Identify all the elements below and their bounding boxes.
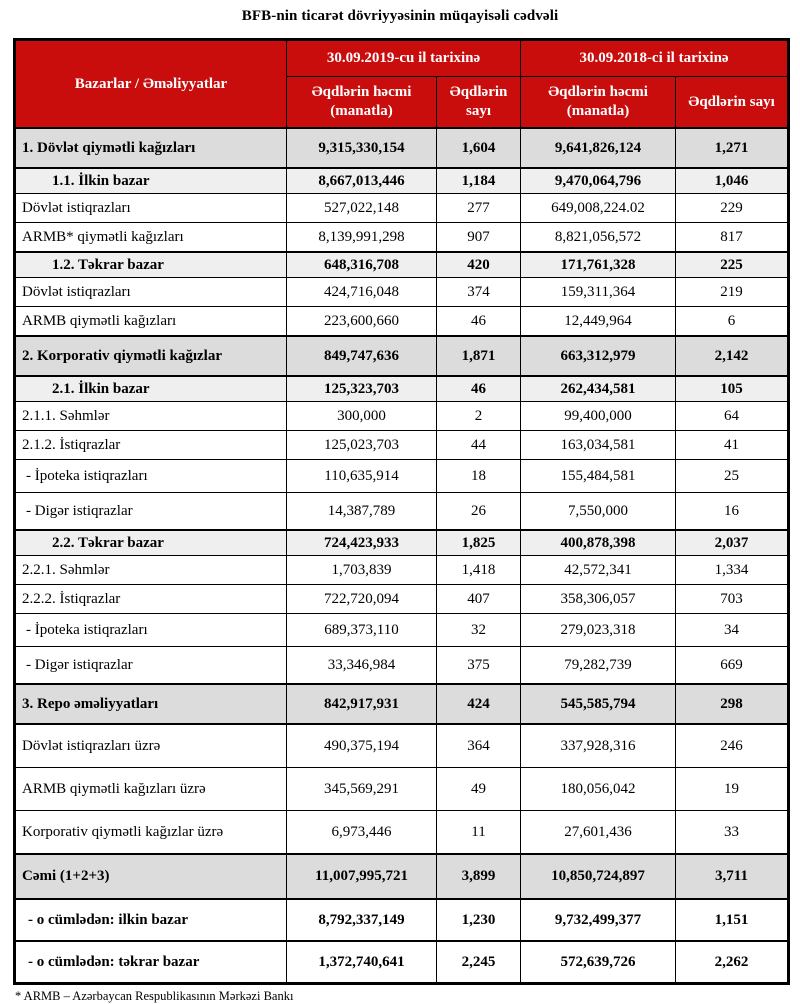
row-label: - Digər istiqrazlar [15,493,287,531]
table-header [15,40,789,129]
page-title: BFB-nin ticarət dövriyyəsinin müqayisəli cədvəli [241,8,559,24]
cell-count-2019: 49 [437,768,521,811]
cell-volume-2018: 155,484,581 [521,460,676,493]
cell-count-2018: 2,142 [676,336,789,376]
row-label: 2.1.1. Səhmlər [15,402,287,431]
cell-count-2019: 2,245 [437,941,521,984]
table-row [15,941,789,984]
cell-count-2018: 246 [676,724,789,768]
cell-volume-2018: 9,641,826,124 [521,128,676,168]
cell-count-2018: 1,271 [676,128,789,168]
cell-volume-2018: 337,928,316 [521,724,676,768]
cell-volume-2018: 572,639,726 [521,941,676,984]
row-label: Korporativ qiymətli kağızlar üzrə [15,811,287,855]
footnote: * ARMB – Azərbaycan Respublikasının Mərkəzi Bankı [15,989,294,1003]
cell-count-2019: 1,230 [437,899,521,941]
cell-count-2018: 1,334 [676,556,789,585]
row-label: 2. Korporativ qiymətli kağızlar [15,336,287,376]
cell-volume-2019: 110,635,914 [287,460,437,493]
row-label: - Digər istiqrazlar [15,647,287,685]
cell-volume-2018: 9,732,499,377 [521,899,676,941]
cell-count-2019: 3,899 [437,854,521,899]
row-label: 2.1.2. İstiqrazlar [15,431,287,460]
cell-volume-2019: 9,315,330,154 [287,128,437,168]
cell-count-2018: 6 [676,307,789,337]
subheader-count-2018: Əqdlərin sayı [676,77,789,129]
table-row [15,556,789,585]
table-row [15,128,789,168]
row-label: 2.2. Təkrar bazar [15,530,287,556]
cell-volume-2019: 849,747,636 [287,336,437,376]
row-label: - o cümlədən: təkrar bazar [15,941,287,984]
table-row [15,899,789,941]
cell-volume-2018: 79,282,739 [521,647,676,685]
cell-volume-2019: 8,139,991,298 [287,223,437,253]
table-row [15,307,789,337]
table-body [15,128,789,984]
table-row [15,223,789,253]
cell-volume-2019: 8,792,337,149 [287,899,437,941]
cell-count-2018: 1,046 [676,168,789,194]
cell-count-2018: 2,037 [676,530,789,556]
cell-volume-2018: 7,550,000 [521,493,676,531]
row-label: Dövlət istiqrazları üzrə [15,724,287,768]
row-label: 1.1. İlkin bazar [15,168,287,194]
table-row [15,168,789,194]
cell-volume-2018: 159,311,364 [521,278,676,307]
table-row [15,402,789,431]
cell-volume-2018: 9,470,064,796 [521,168,676,194]
row-label: 1.2. Təkrar bazar [15,252,287,278]
row-label: Dövlət istiqrazları [15,194,287,223]
table-row [15,194,789,223]
cell-volume-2018: 27,601,436 [521,811,676,855]
cell-count-2018: 3,711 [676,854,789,899]
cell-count-2019: 1,184 [437,168,521,194]
table-row [15,647,789,685]
row-label: - o cümlədən: ilkin bazar [15,899,287,941]
cell-count-2019: 364 [437,724,521,768]
cell-count-2019: 907 [437,223,521,253]
table-row [15,585,789,614]
cell-count-2018: 669 [676,647,789,685]
cell-volume-2018: 171,761,328 [521,252,676,278]
table-row [15,684,789,724]
cell-count-2019: 1,825 [437,530,521,556]
cell-count-2019: 11 [437,811,521,855]
cell-count-2018: 16 [676,493,789,531]
cell-volume-2018: 649,008,224.02 [521,194,676,223]
cell-volume-2019: 689,373,110 [287,614,437,647]
cell-volume-2018: 663,312,979 [521,336,676,376]
cell-volume-2018: 163,034,581 [521,431,676,460]
cell-count-2019: 2 [437,402,521,431]
row-label: 3. Repo əməliyyatları [15,684,287,724]
cell-count-2018: 1,151 [676,899,789,941]
cell-volume-2018: 545,585,794 [521,684,676,724]
table-row [15,336,789,376]
cell-volume-2019: 125,023,703 [287,431,437,460]
cell-volume-2019: 223,600,660 [287,307,437,337]
cell-volume-2018: 279,023,318 [521,614,676,647]
cell-volume-2019: 33,346,984 [287,647,437,685]
table-row [15,493,789,531]
cell-count-2018: 64 [676,402,789,431]
table-row [15,376,789,402]
group-header-2018: 30.09.2018-ci il tarixinə [521,40,789,77]
cell-volume-2019: 724,423,933 [287,530,437,556]
subheader-volume-2018: Əqdlərin həcmi (manatla) [521,77,676,129]
cell-count-2018: 219 [676,278,789,307]
cell-count-2019: 375 [437,647,521,685]
cell-count-2018: 703 [676,585,789,614]
cell-count-2018: 34 [676,614,789,647]
cell-volume-2019: 345,569,291 [287,768,437,811]
cell-count-2019: 407 [437,585,521,614]
cell-count-2019: 1,418 [437,556,521,585]
cell-volume-2018: 262,434,581 [521,376,676,402]
subheader-volume-2019: Əqdlərin həcmi (manatla) [287,77,437,129]
cell-count-2019: 32 [437,614,521,647]
cell-volume-2018: 10,850,724,897 [521,854,676,899]
table-row [15,724,789,768]
cell-volume-2019: 8,667,013,446 [287,168,437,194]
cell-count-2019: 18 [437,460,521,493]
row-label: ARMB qiymətli kağızları [15,307,287,337]
cell-count-2019: 277 [437,194,521,223]
cell-volume-2019: 125,323,703 [287,376,437,402]
cell-volume-2019: 1,372,740,641 [287,941,437,984]
cell-count-2018: 33 [676,811,789,855]
cell-count-2019: 26 [437,493,521,531]
cell-count-2018: 817 [676,223,789,253]
table-row [15,252,789,278]
cell-count-2018: 105 [676,376,789,402]
cell-volume-2018: 12,449,964 [521,307,676,337]
table-row [15,614,789,647]
row-label: 2.1. İlkin bazar [15,376,287,402]
cell-count-2019: 1,871 [437,336,521,376]
table-row [15,460,789,493]
cell-volume-2019: 722,720,094 [287,585,437,614]
cell-volume-2019: 1,703,839 [287,556,437,585]
cell-volume-2019: 300,000 [287,402,437,431]
cell-volume-2019: 424,716,048 [287,278,437,307]
cell-volume-2018: 400,878,398 [521,530,676,556]
table-row [15,278,789,307]
table-row [15,530,789,556]
cell-count-2019: 44 [437,431,521,460]
cell-count-2018: 225 [676,252,789,278]
cell-count-2018: 25 [676,460,789,493]
row-label: ARMB* qiymətli kağızları [15,223,287,253]
row-label: - İpoteka istiqrazları [15,614,287,647]
cell-volume-2018: 42,572,341 [521,556,676,585]
cell-count-2019: 420 [437,252,521,278]
header-group-row [15,40,789,77]
subheader-count-2019: Əqdlərin sayı [437,77,521,129]
cell-count-2019: 424 [437,684,521,724]
corner-header: Bazarlar / Əməliyyatlar [15,40,287,129]
cell-volume-2019: 11,007,995,721 [287,854,437,899]
cell-count-2018: 19 [676,768,789,811]
cell-count-2019: 46 [437,376,521,402]
cell-volume-2018: 8,821,056,572 [521,223,676,253]
cell-count-2018: 2,262 [676,941,789,984]
cell-volume-2018: 99,400,000 [521,402,676,431]
cell-volume-2018: 180,056,042 [521,768,676,811]
cell-count-2018: 298 [676,684,789,724]
cell-count-2019: 46 [437,307,521,337]
cell-volume-2019: 842,917,931 [287,684,437,724]
comparison-table [13,38,790,985]
cell-count-2018: 41 [676,431,789,460]
cell-volume-2019: 648,316,708 [287,252,437,278]
table-row [15,431,789,460]
cell-count-2018: 229 [676,194,789,223]
row-label: Dövlət istiqrazları [15,278,287,307]
cell-volume-2019: 527,022,148 [287,194,437,223]
row-label: - İpoteka istiqrazları [15,460,287,493]
row-label: 2.2.2. İstiqrazlar [15,585,287,614]
cell-count-2019: 374 [437,278,521,307]
table-row [15,854,789,899]
row-label: ARMB qiymətli kağızları üzrə [15,768,287,811]
table-row [15,811,789,855]
cell-count-2019: 1,604 [437,128,521,168]
table-row [15,768,789,811]
row-label: 1. Dövlət qiymətli kağızları [15,128,287,168]
cell-volume-2019: 490,375,194 [287,724,437,768]
row-label: Cəmi (1+2+3) [15,854,287,899]
cell-volume-2019: 6,973,446 [287,811,437,855]
row-label: 2.2.1. Səhmlər [15,556,287,585]
group-header-2019: 30.09.2019-cu il tarixinə [287,40,521,77]
cell-volume-2019: 14,387,789 [287,493,437,531]
cell-volume-2018: 358,306,057 [521,585,676,614]
